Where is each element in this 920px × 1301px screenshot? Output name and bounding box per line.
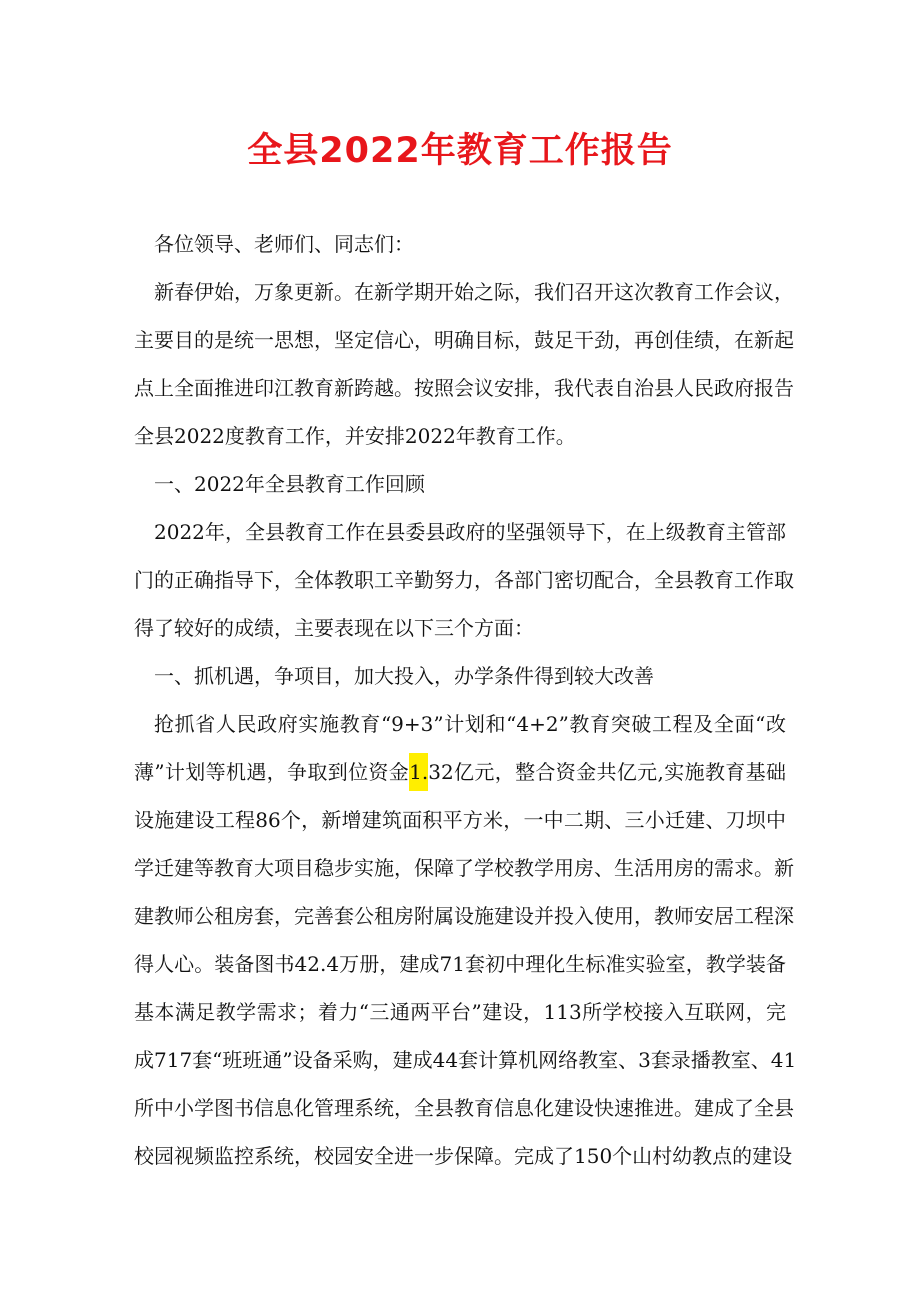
paragraph-line: 得了较好的成绩，主要表现在以下三个方面： xyxy=(134,616,534,640)
text-segment: 32亿元，整合资金共亿元,实施教育基础 xyxy=(428,760,786,784)
paragraph-line: 2022年，全县教育工作在县委县政府的坚强领导下，在上级教育主管部 xyxy=(154,520,786,544)
document-title: 全县2022年教育工作报告 xyxy=(247,131,673,171)
highlighted-text: 1. xyxy=(409,753,428,791)
subsection-heading: 一、抓机遇，争项目，加大投入，办学条件得到较大改善 xyxy=(154,664,654,688)
paragraph-line: 点上全面推进印江教育新跨越。按照会议安排，我代表自治县人民政府报告 xyxy=(134,376,794,400)
paragraph-line: 设施建设工程86个，新增建筑面积平方米，一中二期、三小迁建、刀坝中 xyxy=(134,808,786,832)
paragraph-line: 主要目的是统一思想，坚定信心，明确目标，鼓足干劲，再创佳绩，在新起 xyxy=(134,328,794,352)
paragraph-line: 得人心。装备图书42.4万册，建成71套初中理化生标准实验室，教学装备 xyxy=(134,952,786,976)
section-heading: 一、2022年全县教育工作回顾 xyxy=(154,472,425,496)
greeting: 各位领导、老师们、同志们： xyxy=(154,232,414,256)
paragraph-line: 门的正确指导下，全体教职工辛勤努力，各部门密切配合，全县教育工作取 xyxy=(134,568,794,592)
text-segment: 薄”计划等机遇，争取到位资金 xyxy=(134,760,410,784)
paragraph-line: 建教师公租房套，完善套公租房附属设施建设并投入使用，教师安居工程深 xyxy=(134,904,794,928)
paragraph-line: 基本满足教学需求；着力“三通两平台”建设，113所学校接入互联网，完 xyxy=(134,1000,786,1024)
paragraph-line: 校园视频监控系统，校园安全进一步保障。完成了150个山村幼教点的建设 xyxy=(134,1144,793,1168)
paragraph-line-highlighted xyxy=(134,757,786,791)
paragraph-line: 全县2022度教育工作，并安排2022年教育工作。 xyxy=(134,424,576,448)
paragraph-line: 新春伊始，万象更新。在新学期开始之际，我们召开这次教育工作会议， xyxy=(154,280,794,304)
paragraph-line: 所中小学图书信息化管理系统，全县教育信息化建设快速推进。建成了全县 xyxy=(134,1096,794,1120)
paragraph-line: 抢抓省人民政府实施教育“9+3”计划和“4+2”教育突破工程及全面“改 xyxy=(154,712,786,736)
paragraph-line: 成717套“班班通”设备采购，建成44套计算机网络教室、3套录播教室、41 xyxy=(134,1048,797,1072)
paragraph-line: 学迁建等教育大项目稳步实施，保障了学校教学用房、生活用房的需求。新 xyxy=(134,856,794,880)
